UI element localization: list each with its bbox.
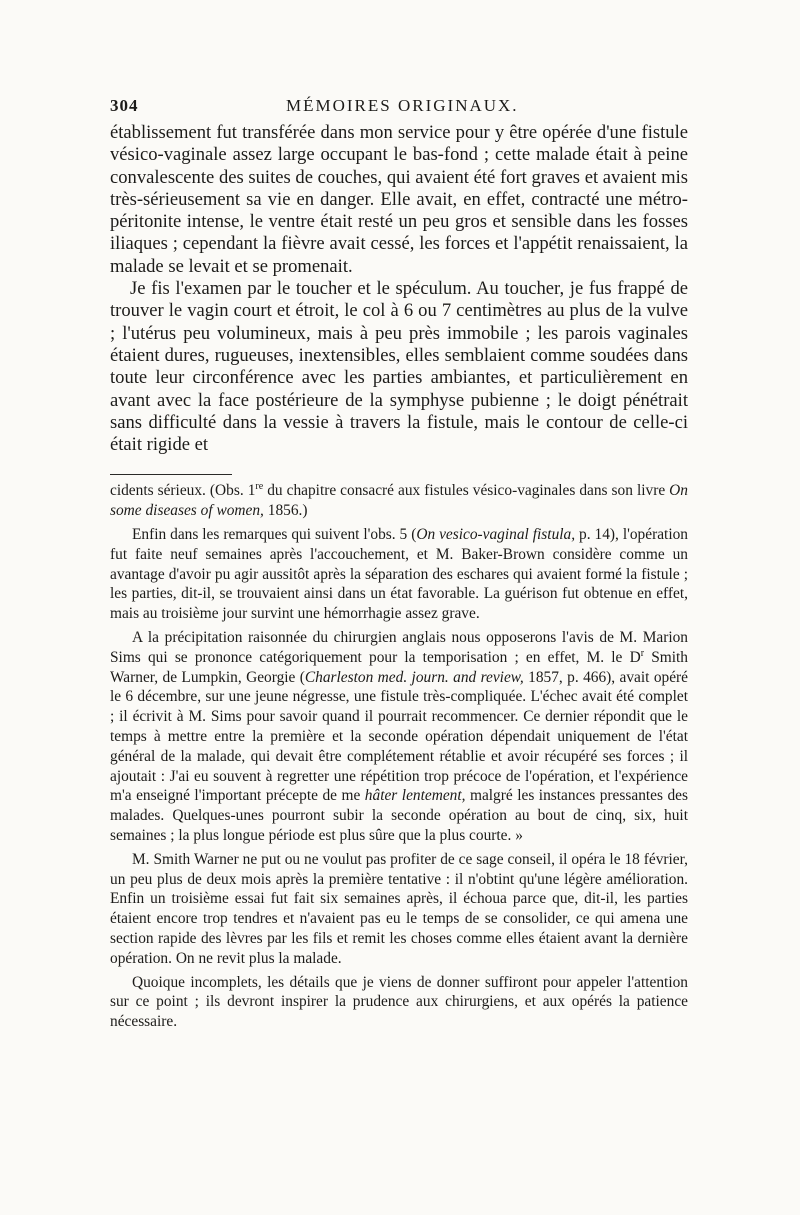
footnote-p2-book-title: On vesico-vaginal fistula, xyxy=(416,526,576,544)
footnote-paragraph-5: Quoique incomplets, les détails que je viens de donner suffiront pour appeler l'attention sur ce point ; ils devront inspirer la prudence aux chirurgiens, et aux opérés la patience nécessaire. xyxy=(110,973,688,1031)
footnote-p2-text-a: Enfin dans les remarques qui suivent l'obs. 5 ( xyxy=(132,526,417,544)
footnote-p3-text-d: malgré les instances pressantes des malades. Quelques-unes pourront subir la seconde opération au bout de cinq, six, huit semaines ; la plus longue période est plus sûre que la plus courte. » xyxy=(110,787,689,844)
footnote-p1-book-title: On some diseases of women, xyxy=(110,482,688,520)
main-paragraph-2: Je fis l'examen par le toucher et le spéculum. Au toucher, je fus frappé de trouver le vagin court et étroit, le col à 6 ou 7 centimètres au plus de la vulve ; l'utérus peu volumineux, mais à peu près immobile ; les parois vaginales étaient dures, rugueuses, inextensibles, elles semblaient comme soudées dans toute leur circonférence avec les parties ambiantes, et particulièrement en avant avec la face postérieure de la symphyse pubienne ; le doigt pénétrait sans difficulté dans la vessie à travers la fistule, mais le contour de celle-ci était rigide et xyxy=(110,278,688,456)
footnote-paragraph-3 xyxy=(110,628,688,846)
footnote-p3-emphasis: hâter lentement, xyxy=(364,787,466,805)
main-paragraph-1: établissement fut transférée dans mon service pour y être opérée d'une fistule vésico-vaginale assez large occupant le bas-fond ; cette malade était à peine convalescente des suites de couches, qui avaient été fort graves et avaient mis très-sérieusement sa vie en danger. Elle avait, en effet, contracté une métro-péritonite intense, le ventre était resté un peu gros et sensible dans les fosses iliaques ; cependant la fièvre avait cessé, les forces et l'appétit renaissaient, la malade se levait et se promenait. xyxy=(110,122,688,277)
footnote-p2-text-b: p. 14), l'opération fut faite neuf semaines après l'accouchement, et M. Baker-Brown considère comme un avantage d'avoir pu agir aussitôt après la séparation des eschares qui avaient formé la fistule ; les parties, dit-il, se trouvaient ainsi dans un état favorable. La guérison fut obtenue en effet, mais au troisième jour survint une hémorrhagie assez grave. xyxy=(110,526,688,623)
footnote-separator xyxy=(110,474,232,475)
footnote-p3-text-c: 1857, p. 466), avait opéré le 6 décembre, sur une jeune négresse, une fistule très-compliquée. L'échec avait été complet ; il écrivit à M. Sims pour savoir quand il pourrait recommencer. Ce dernier répondit que le temps à mettre entre la première et la seconde opération dépendait uniquement de l'état général de la malade, qui devait être complétement rétablie et avoir récupéré ses forces ; il ajoutait : J'ai eu souvent à regretter une répétition trop précoce de l'opération, et l'expérience m'a enseigné l'important précepte de me xyxy=(110,668,688,805)
main-text xyxy=(110,122,688,456)
footnote xyxy=(110,481,688,1032)
footnote-p3-text-b: Smith Warner, de Lumpkin, Georgie ( xyxy=(110,648,688,686)
footnote-p1-text-b: du chapitre consacré aux fistules vésico-vaginales dans son livre xyxy=(263,482,670,500)
footnote-paragraph-2 xyxy=(110,525,688,624)
footnote-paragraph-4: M. Smith Warner ne put ou ne voulut pas profiter de ce sage conseil, il opéra le 18 février, un peu plus de deux mois après la première tentative : il n'obtint qu'une légère amélioration. Enfin un troisième essai fut fait six semaines après, il échoua parce que, dit-il, les parties étaient encore trop tendres et n'avaient pas eu le temps de se consolider, ce qui amena une section rapide des lèvres par les fils et remit les choses comme elles étaient avant la dernière opération. On ne revit plus la malade. xyxy=(110,850,688,967)
footnote-paragraph-1 xyxy=(110,481,688,521)
footnote-p3-superscript: r xyxy=(640,647,645,659)
footnote-p1-text-c: 1856.) xyxy=(263,502,308,520)
running-head xyxy=(110,96,688,122)
footnote-p3-journal-title: Charleston med. journ. and review, xyxy=(304,668,524,686)
footnote-p3-text-a: A la précipitation raisonnée du chirurgien anglais nous opposerons l'avis de M. Marion Sims qui se prononce catégoriquement pour la temporisation ; en effet, M. le D xyxy=(110,629,688,666)
footnote-p1-superscript: re xyxy=(255,481,264,493)
page-number: 304 xyxy=(110,96,139,115)
running-title: MÉMOIRES ORIGINAUX. xyxy=(286,96,519,115)
footnote-p1-text-a: cidents sérieux. (Obs. 1 xyxy=(110,482,256,500)
